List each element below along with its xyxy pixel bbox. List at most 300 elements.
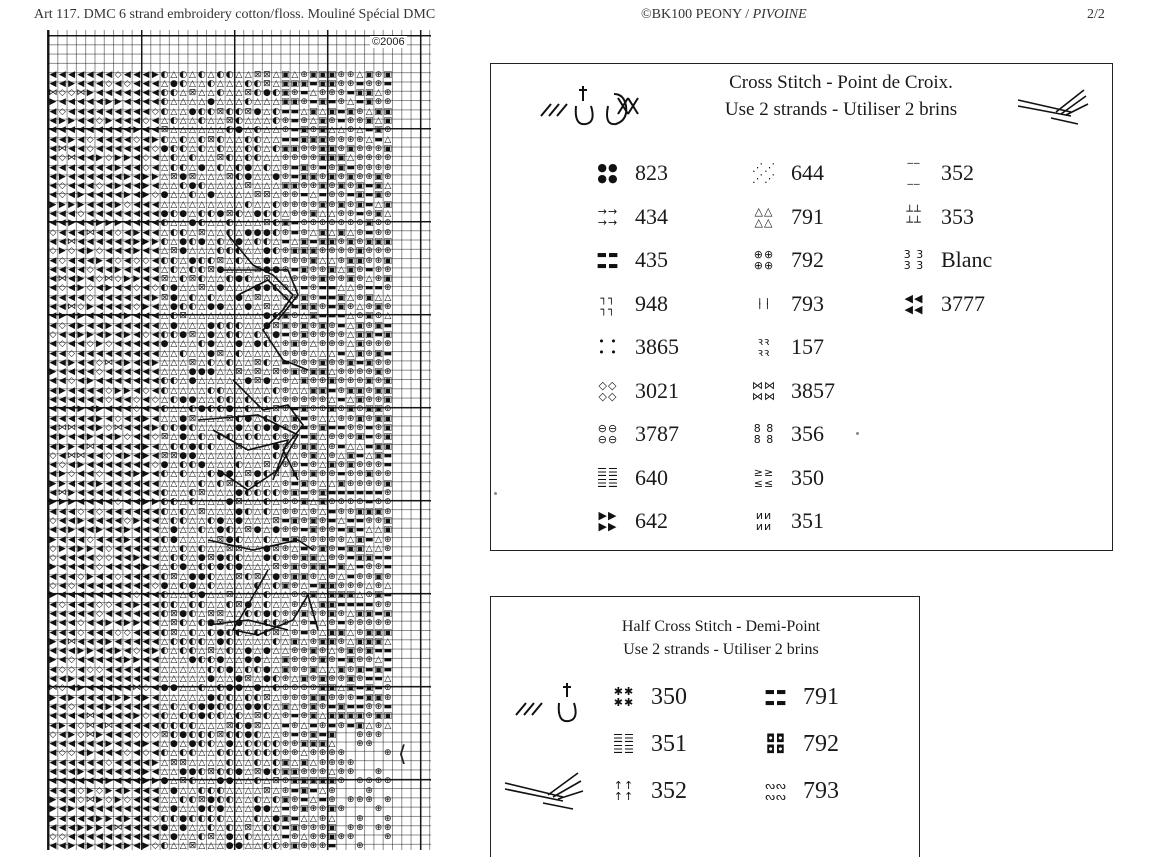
stitch-symbol-icon: ◇ <box>96 357 103 368</box>
stitch-symbol-icon: ⊕ <box>281 264 290 275</box>
stitch-symbol-icon: ▣ <box>281 181 290 192</box>
stitch-symbol-icon: ◐ <box>197 218 206 229</box>
stitch-symbol-icon: ▣ <box>318 683 327 694</box>
stitch-symbol-icon: ◀ <box>133 534 141 545</box>
stitch-symbol-icon: ◀ <box>123 302 131 312</box>
stitch-symbol-icon: △ <box>207 841 215 850</box>
stitch-symbol-icon: △ <box>254 97 262 108</box>
stitch-symbol-icon: ● <box>216 302 225 312</box>
stitch-symbol-icon: ◇ <box>68 701 76 712</box>
stitch-symbol-icon: ⋈ <box>85 227 95 238</box>
stitch-symbol-icon: ◐ <box>197 525 206 536</box>
stitch-symbol-icon: ◀ <box>133 525 141 536</box>
stitch-symbol-icon: ⊕ <box>309 683 318 694</box>
stitch-symbol-icon: ◀ <box>86 181 94 192</box>
stitch-symbol-icon: ⊠ <box>272 543 280 554</box>
stitch-symbol-icon: ◀ <box>142 376 150 387</box>
stitch-symbol-icon: ◐ <box>262 534 271 545</box>
stitch-symbol-icon: ⊠ <box>225 543 234 554</box>
stitch-symbol-icon: ◀ <box>123 422 131 433</box>
stitch-symbol-icon: ⊕ <box>356 218 364 229</box>
stitch-symbol-icon: ▬ <box>309 785 318 796</box>
stitch-symbol-icon: ⊕ <box>281 683 290 694</box>
stitch-symbol-icon: △ <box>179 218 187 229</box>
stitch-symbol-icon: ◐ <box>207 441 216 452</box>
stitch-symbol-icon: △ <box>319 553 327 564</box>
stitch-symbol-icon: ▶ <box>105 116 113 126</box>
stitch-symbol-icon: △ <box>365 720 373 731</box>
stitch-symbol-icon: ⊕ <box>356 618 364 629</box>
stitch-symbol-icon: △ <box>170 69 178 80</box>
stitch-symbol-icon: ◐ <box>197 274 206 285</box>
stitch-symbol-icon: △ <box>291 236 299 247</box>
stitch-symbol-icon: ● <box>253 227 262 238</box>
stitch-symbol-icon: ⊕ <box>374 599 383 610</box>
stitch-symbol-icon: ⊕ <box>328 655 336 666</box>
stitch-symbol-icon: ● <box>207 692 216 703</box>
stitch-symbol-icon: ⊕ <box>337 608 346 619</box>
stitch-symbol-icon: ● <box>216 283 225 294</box>
stitch-symbol-icon: ◇ <box>58 153 66 164</box>
stitch-symbol-icon: ● <box>225 534 234 545</box>
stitch-symbol-icon: ◇ <box>68 469 76 480</box>
stitch-symbol-icon: ⊕ <box>384 543 392 554</box>
stitch-symbol-icon: ◐ <box>225 646 234 657</box>
stitch-symbol-icon: ⊠ <box>253 264 262 275</box>
stitch-symbol-icon: ◀ <box>68 767 76 777</box>
stitch-symbol-icon: ▣ <box>299 757 309 768</box>
stitch-symbol-icon: ● <box>160 143 169 154</box>
stitch-symbol-icon: ◐ <box>272 432 281 443</box>
stitch-symbol-icon: △ <box>226 674 234 684</box>
stitch-symbol-icon: ◀ <box>86 357 94 368</box>
stitch-symbol-icon: △ <box>263 181 271 192</box>
stitch-symbol-icon: ⊕ <box>281 404 290 415</box>
stitch-symbol-icon: ▬ <box>355 701 365 712</box>
stitch-symbol-icon: ▶ <box>142 171 150 182</box>
stitch-symbol-icon: ▣ <box>364 608 374 619</box>
stitch-symbol-icon: △ <box>170 367 178 378</box>
stitch-symbol-icon: ◀ <box>151 683 159 694</box>
stitch-symbol-icon: ⊠ <box>188 357 197 368</box>
stitch-symbol-icon: ◇ <box>86 534 94 545</box>
stitch-symbol-icon: ● <box>207 348 216 359</box>
stitch-symbol-icon: ◀ <box>96 757 103 768</box>
stitch-symbol-icon: ⊕ <box>318 813 327 824</box>
stitch-symbol-icon: ⊕ <box>356 822 364 833</box>
stitch-symbol-icon: △ <box>161 478 169 489</box>
stitch-symbol-icon: ◀ <box>58 581 66 591</box>
stitch-symbol-icon: △ <box>179 525 187 536</box>
stitch-symbol-icon: ⊕ <box>300 227 308 238</box>
stitch-symbol-icon: △ <box>170 655 178 666</box>
stitch-symbol-icon: ▣ <box>364 553 374 564</box>
stitch-symbol-icon: ◀ <box>58 534 66 545</box>
stitch-symbol-icon: △ <box>337 125 345 136</box>
stitch-symbol-icon: ▣ <box>374 348 383 359</box>
stitch-symbol-icon: △ <box>235 525 243 536</box>
stitch-symbol-icon: △ <box>179 125 187 136</box>
cross-stitch-title-line2: Use 2 strands - Utiliser 2 brins <box>724 99 958 120</box>
stitch-symbol-icon: ▬ <box>364 599 374 610</box>
stitch-symbol-icon: ◐ <box>272 311 281 322</box>
stitch-symbol-icon: ⊕ <box>291 683 299 694</box>
stitch-symbol-icon: ◀ <box>58 794 66 805</box>
stitch-symbol-icon: △ <box>189 209 196 219</box>
stitch-symbol-icon: △ <box>254 218 262 229</box>
stitch-symbol-icon: ▬ <box>290 106 300 117</box>
stitch-symbol-icon: △ <box>272 125 280 136</box>
stitch-symbol-icon: ◇ <box>114 571 122 582</box>
stitch-symbol-icon: ▣ <box>374 571 383 582</box>
stitch-symbol-icon: ● <box>179 822 188 833</box>
stitch-symbol-icon: ▬ <box>299 413 309 424</box>
stitch-symbol-icon: ◀ <box>49 385 57 396</box>
cross-stitch-dmc-code: 157 <box>791 334 824 359</box>
stitch-symbol-icon: ▣ <box>281 767 290 777</box>
stitch-symbol-icon: △ <box>263 199 271 210</box>
stitch-symbol-icon: ◀ <box>49 264 57 275</box>
stitch-symbol-icon: ▣ <box>327 599 337 610</box>
stitch-symbol-icon: ◐ <box>160 497 169 508</box>
stitch-symbol-icon: ◀ <box>114 506 122 517</box>
stitch-symbol-icon: ▣ <box>309 367 318 378</box>
stitch-symbol-icon: ◀ <box>68 813 76 824</box>
stitch-symbol-icon: △ <box>235 757 243 768</box>
stitch-symbol-icon: ◀ <box>142 106 150 117</box>
stitch-symbol-icon: ● <box>216 627 225 638</box>
stitch-symbol-icon: △ <box>328 395 336 405</box>
stitch-symbol-icon: ▣ <box>318 274 327 285</box>
stitch-symbol-icon: ◀ <box>77 553 85 564</box>
stitch-symbol-icon: △ <box>244 329 252 340</box>
stitch-symbol-icon: ⊠ <box>263 78 271 89</box>
stitch-symbol-icon: ◐ <box>207 729 216 740</box>
stitch-symbol-icon: △ <box>254 618 262 629</box>
stitch-symbol-icon: ⊕ <box>309 395 318 405</box>
stitch-symbol-icon: ◐ <box>160 534 169 545</box>
stitch-symbol-icon: ◐ <box>272 748 281 759</box>
stitch-symbol-icon: ▣ <box>374 181 383 192</box>
stitch-symbol-icon: ▣ <box>337 153 346 164</box>
stitch-symbol-icon: ▣ <box>318 739 327 750</box>
stitch-symbol-icon: ◀ <box>77 674 85 684</box>
stitch-symbol-icon: ⊕ <box>337 385 346 396</box>
stitch-symbol-icon: △ <box>347 329 355 340</box>
stitch-symbol-icon: ⊠ <box>198 283 206 294</box>
half-cross-title-line1: Half Cross Stitch - Demi-Point <box>621 618 821 635</box>
stitch-symbol-icon: ◀ <box>96 543 103 554</box>
stitch-symbol-icon: ◐ <box>235 329 243 340</box>
stitch-symbol-icon: ◀ <box>49 218 57 229</box>
stitch-symbol-icon: △ <box>235 701 243 712</box>
stitch-symbol-icon: △ <box>179 739 187 750</box>
stitch-symbol-icon: ◀ <box>133 97 141 108</box>
stitch-symbol-icon: ▣ <box>299 302 309 312</box>
stitch-symbol-icon: ◀ <box>96 646 103 657</box>
stitch-symbol-icon: ◀ <box>68 283 76 294</box>
stitch-symbol-icon: ▣ <box>364 116 374 126</box>
stitch-symbol-icon: ● <box>244 302 253 312</box>
stitch-symbol-icon: ⊕ <box>328 794 336 805</box>
half-cross-dmc-code: 792 <box>803 730 839 757</box>
stitch-symbol-icon: △ <box>244 339 252 350</box>
stitch-symbol-icon: ⊕ <box>328 674 336 684</box>
stitch-symbol-icon: △ <box>189 320 196 331</box>
stitch-symbol-icon: ◐ <box>235 320 243 331</box>
stitch-symbol-icon: ◀ <box>105 292 113 303</box>
stitch-symbol-icon: ▣ <box>383 376 393 387</box>
cross-stitch-entry <box>593 200 668 234</box>
stitch-symbol-icon: △ <box>226 78 234 89</box>
cross-stitch-dmc-code: 351 <box>791 508 824 533</box>
stitch-symbol-icon: ▣ <box>290 413 300 424</box>
stitch-symbol-icon: ◐ <box>272 841 281 850</box>
stitch-symbol-icon: ⊕ <box>300 822 308 833</box>
stitch-symbol-icon: ⊕ <box>384 283 392 294</box>
stitch-symbol-icon: ⊕ <box>291 311 299 322</box>
stitch-symbol-icon: ▬ <box>327 311 337 322</box>
stitch-symbol-icon: ⊕ <box>291 460 299 471</box>
stitch-symbol-icon: △ <box>189 339 196 350</box>
stitch-symbol-icon: ◐ <box>262 357 271 368</box>
stitch-symbol-icon: ◀ <box>105 255 113 266</box>
stitch-symbol-icon: ◐ <box>262 497 271 508</box>
stitch-symbol-icon: △ <box>254 348 262 359</box>
stitch-symbol-icon: △ <box>365 106 373 117</box>
stitch-symbol-icon: ◀ <box>133 329 141 340</box>
stitch-symbol-icon: ◐ <box>169 329 178 340</box>
stitch-symbol-icon: ◐ <box>160 748 169 759</box>
stitch-symbol-icon: ⊕ <box>318 469 327 480</box>
stitch-symbol-icon: ◀ <box>123 348 131 359</box>
stitch-symbol-icon: △ <box>189 785 196 796</box>
stitch-symbol-icon: △ <box>170 590 178 601</box>
stitch-symbol-icon: ◀ <box>142 367 150 378</box>
stitch-symbol-icon: ● <box>207 190 216 201</box>
stitch-symbol-icon: ▬ <box>364 664 374 675</box>
stitch-symbol-icon: ⋈ <box>57 488 67 498</box>
stitch-symbol-icon: ⊕ <box>309 534 318 545</box>
stitch-symbol-icon: △ <box>207 534 215 545</box>
stitch-symbol-icon: ◐ <box>225 599 234 610</box>
stitch-symbol-icon: △ <box>356 302 364 312</box>
stitch-symbol-icon: ◐ <box>188 153 197 164</box>
stitch-symbol-icon: ⊕ <box>356 404 364 415</box>
cross-stitch-dmc-code: 352 <box>941 160 974 185</box>
stitch-symbol-icon: ⊕ <box>384 822 392 833</box>
stitch-symbol-icon: ◀ <box>86 590 94 601</box>
stitch-symbol-icon: △ <box>161 395 169 405</box>
stitch-symbol-icon: ⊕ <box>374 69 383 80</box>
stitch-symbol-icon: ◇ <box>105 450 113 461</box>
stitch-symbol-icon: ◀ <box>77 776 85 787</box>
chart-copyright: ©2006 <box>372 36 405 48</box>
stitch-symbol-icon: ⊕ <box>374 478 383 489</box>
stitch-symbol-icon: △ <box>161 246 169 257</box>
stitch-symbol-icon: ◐ <box>197 181 206 192</box>
stitch-symbol-icon: ▣ <box>299 739 309 750</box>
stitch-symbol-icon: ◐ <box>253 739 262 750</box>
stitch-symbol-icon: ⊕ <box>309 488 318 498</box>
stitch-symbol-icon: ▬ <box>281 515 290 526</box>
stitch-symbol-icon: ⊕ <box>337 413 346 424</box>
stitch-symbol-icon: ◀ <box>86 320 94 331</box>
stitch-symbol-icon: ◐ <box>253 608 262 619</box>
stitch-symbol-icon: △ <box>235 97 243 108</box>
stitch-symbol-icon: ● <box>160 683 169 694</box>
stitch-symbol-icon: ⊠ <box>272 515 280 526</box>
stitch-symbol-icon: ▶ <box>86 432 94 443</box>
stitch-symbol-icon: ◐ <box>160 88 169 99</box>
stitch-symbol-icon: ◀ <box>96 69 103 80</box>
stitch-symbol-icon: ⊕ <box>309 329 318 340</box>
stitch-symbol-icon: △ <box>198 692 206 703</box>
stitch-symbol-icon: △ <box>207 311 215 322</box>
stitch-symbol-icon: ▶ <box>133 274 141 285</box>
stitch-symbol-icon: ◇ <box>142 748 150 759</box>
stitch-symbol-icon: ◀ <box>86 627 94 638</box>
stitch-symbol-icon: △ <box>319 571 327 582</box>
stitch-symbol-icon: ◐ <box>179 720 188 731</box>
stitch-symbol-icon: △ <box>198 720 206 731</box>
stitch-symbol-icon: ▶ <box>114 794 122 805</box>
stitch-symbol-icon: △ <box>161 367 169 378</box>
stitch-symbol-icon: ▣ <box>299 78 309 89</box>
stitch-symbol-icon: ◐ <box>235 171 243 182</box>
stitch-symbol-icon: ⊕ <box>318 748 327 759</box>
cross-stitch-dmc-code: 640 <box>635 464 668 490</box>
stitch-symbol-icon: ⊕ <box>328 329 336 340</box>
stitch-symbol-icon: ▶ <box>86 748 94 759</box>
half-cross-symbol-icon: ◘◘ ◘◘ <box>766 732 786 756</box>
stitch-symbol-icon: ▬ <box>355 97 365 108</box>
stitch-symbol-icon: ◐ <box>225 125 234 136</box>
stitch-symbol-icon: ◀ <box>49 674 57 684</box>
stitch-symbol-icon: ◐ <box>225 525 234 536</box>
stitch-symbol-icon: ⊕ <box>337 776 346 787</box>
stitch-symbol-icon: △ <box>170 692 178 703</box>
stitch-symbol-icon: ▣ <box>290 181 300 192</box>
stitch-symbol-icon: ● <box>272 525 281 536</box>
cross-stitch-symbol-icon: ≥≥ ≤≤ <box>753 465 775 490</box>
stitch-symbol-icon: △ <box>272 302 280 312</box>
stitch-symbol-icon: ⊕ <box>337 748 346 759</box>
stitch-symbol-icon: ▣ <box>318 562 327 573</box>
stitch-symbol-icon: △ <box>282 209 289 219</box>
stitch-symbol-icon: △ <box>319 460 327 471</box>
stitch-symbol-icon: ◀ <box>123 134 131 145</box>
stitch-symbol-icon: ◀ <box>86 804 94 815</box>
stitch-symbol-icon: △ <box>263 329 271 340</box>
stitch-symbol-icon: ▣ <box>346 255 355 266</box>
stitch-symbol-icon: ▣ <box>337 227 346 238</box>
stitch-symbol-icon: ⊕ <box>309 748 318 759</box>
stitch-symbol-icon: ⊕ <box>374 227 383 238</box>
stitch-symbol-icon: △ <box>170 218 178 229</box>
stitch-symbol-icon: △ <box>263 441 271 452</box>
stitch-symbol-icon: ◀ <box>123 767 131 777</box>
stitch-symbol-icon: ▣ <box>318 320 327 331</box>
stitch-symbol-icon: ◐ <box>262 590 271 601</box>
stitch-symbol-icon: ▶ <box>77 822 85 833</box>
stitch-symbol-icon: ◀ <box>68 776 76 787</box>
stitch-symbol-icon: ▣ <box>318 692 327 703</box>
stitch-symbol-icon: △ <box>207 422 215 433</box>
stitch-symbol-icon: ⊕ <box>365 385 373 396</box>
stitch-symbol-icon: ⊠ <box>244 674 253 684</box>
stitch-symbol-icon: ▣ <box>309 711 318 722</box>
stitch-symbol-icon: ◀ <box>114 767 122 777</box>
stitch-symbol-icon: ● <box>188 571 197 582</box>
stitch-symbol-icon: ▣ <box>364 636 374 647</box>
stitch-symbol-icon: ◀ <box>105 804 113 815</box>
stitch-symbol-icon: △ <box>282 646 289 657</box>
cross-stitch-entry <box>593 417 679 451</box>
stitch-symbol-icon: ◀ <box>133 357 141 368</box>
stitch-symbol-icon: △ <box>189 553 196 564</box>
stitch-symbol-icon: ◀ <box>96 841 103 850</box>
stitch-symbol-icon: ▣ <box>290 822 300 833</box>
stitch-symbol-icon: ● <box>169 320 178 331</box>
stitch-symbol-icon: ◀ <box>123 636 131 647</box>
stitch-symbol-icon: ⋈ <box>104 357 114 368</box>
stitch-symbol-icon: ◀ <box>86 618 94 629</box>
stitch-symbol-icon: ◐ <box>262 822 271 833</box>
stitch-symbol-icon: ● <box>160 339 169 350</box>
stitch-symbol-icon: ▶ <box>142 841 150 850</box>
stitch-symbol-icon: △ <box>244 711 252 722</box>
stitch-symbol-icon: ◀ <box>77 413 85 424</box>
stitch-symbol-icon: ⊕ <box>309 767 318 777</box>
stitch-symbol-icon: △ <box>179 376 187 387</box>
stitch-symbol-icon: ⊕ <box>328 692 336 703</box>
stitch-symbol-icon: ▣ <box>281 581 290 591</box>
stitch-symbol-icon: ◐ <box>207 627 216 638</box>
stitch-symbol-icon: △ <box>263 655 271 666</box>
stitch-symbol-icon: ◀ <box>58 711 66 722</box>
stitch-symbol-icon: ⊠ <box>207 608 215 619</box>
stitch-symbol-icon: ◐ <box>253 748 262 759</box>
stitch-symbol-icon: ◀ <box>151 246 159 257</box>
stitch-symbol-icon: △ <box>309 757 317 768</box>
stitch-symbol-icon: ⋈ <box>57 143 67 154</box>
stitch-symbol-icon: ⊕ <box>337 255 346 266</box>
stitch-symbol-icon: ▣ <box>327 711 337 722</box>
stitch-symbol-icon: △ <box>179 320 187 331</box>
stitch-symbol-icon: ◐ <box>235 720 243 731</box>
stitch-symbol-icon: ▣ <box>281 701 290 712</box>
stitch-symbol-icon: △ <box>189 162 196 173</box>
stitch-symbol-icon: △ <box>198 88 206 99</box>
stitch-symbol-icon: ◐ <box>272 822 281 833</box>
stitch-symbol-icon: ◀ <box>133 813 141 824</box>
stitch-symbol-icon: ◐ <box>160 506 169 517</box>
stitch-symbol-icon: ▣ <box>309 515 318 526</box>
stitch-symbol-icon: ▶ <box>68 199 76 210</box>
stitch-symbol-icon: ◀ <box>123 97 131 108</box>
stitch-symbol-icon: ▣ <box>383 395 393 405</box>
stitch-symbol-icon: ◀ <box>49 339 57 350</box>
stitch-symbol-icon: ⊕ <box>291 627 299 638</box>
stitch-symbol-icon: ▬ <box>318 311 327 322</box>
stitch-symbol-icon: △ <box>170 106 178 117</box>
stitch-symbol-icon: ⊕ <box>374 395 383 405</box>
stitch-symbol-icon: ▣ <box>327 153 337 164</box>
stitch-symbol-icon: △ <box>254 255 262 266</box>
stitch-symbol-icon: ◀ <box>123 683 131 694</box>
stitch-symbol-icon: ◇ <box>96 367 103 378</box>
